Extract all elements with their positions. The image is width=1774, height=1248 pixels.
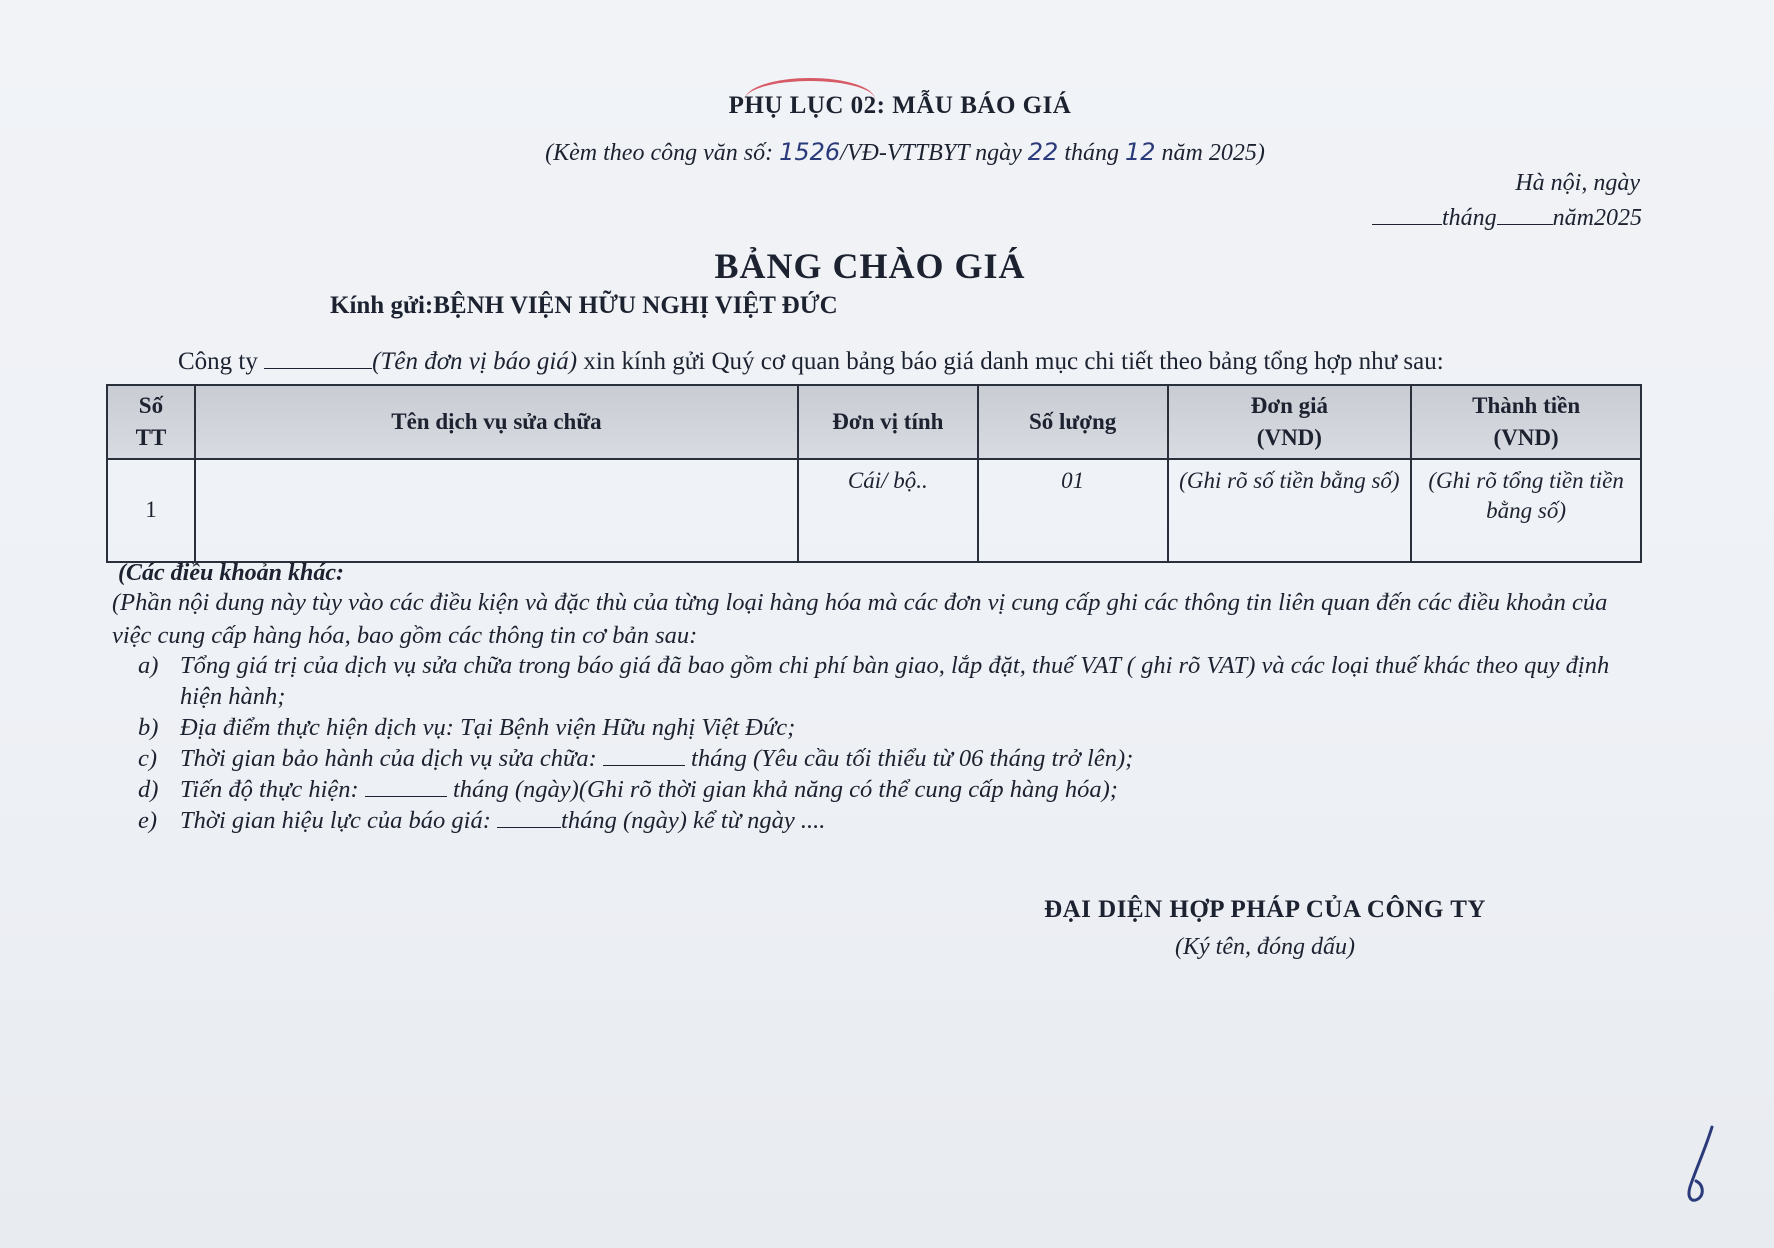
item-text: Địa điểm thực hiện dịch vụ: Tại Bệnh viện Hữu nghị Việt Đức; [180,714,796,741]
appendix-title: PHỤ LỤC 02: MẪU BÁO GIÁ [728,92,1072,119]
handwritten-document-number: 1526 [779,138,841,166]
item-text: Tổng giá trị của dịch vụ sửa chữa trong báo giá đã bao gồm chi phí bàn giao, lắp đặt, thuế VAT ( ghi rõ VAT) và các loại thuế khác theo quy định hiện hành; [180,652,1610,710]
attachment-mid2: tháng [1058,140,1125,166]
list-item [138,805,1648,836]
table-row [107,459,1641,562]
signature-title: ĐẠI DIỆN HỢP PHÁP CỦA CÔNG TY [1044,896,1486,923]
cell-stt: 1 [107,459,195,562]
place-date-line: Hà nội, ngày [1515,170,1640,196]
attachment-reference [0,138,1774,167]
intro-text: xin kính gửi Quý cơ quan bảng báo giá danh mục chi tiết theo bảng tổng hợp như sau: [577,348,1444,375]
header-quantity: Số lượng [978,385,1168,459]
company-label: Công ty [178,348,258,375]
recipient-line: Kính gửi:BỆNH VIỆN HỮU NGHỊ VIỆT ĐỨC [330,292,838,319]
handwritten-check-mark-icon [1682,1125,1716,1205]
terms-heading: (Các điều khoản khác: [118,560,345,586]
item-marker: d) [138,776,159,803]
warranty-blank[interactable] [603,747,685,766]
cell-quantity: 01 [978,459,1168,562]
item-marker: e) [138,807,158,834]
item-marker: c) [138,745,158,772]
quotation-table [106,384,1642,563]
date-nam-label: năm2025 [1552,205,1642,231]
month-blank[interactable] [1497,206,1553,225]
terms-intro: (Phần nội dung này tùy vào các điều kiện và đặc thù của từng loại hàng hóa mà các đơn vị cung cấp ghi các thông tin liên quan đến các điều khoản của việc cung cấp hàng hóa, bao gồm các thông tin cơ bản sau: [112,589,1608,649]
company-placeholder: (Tên đơn vị báo giá) [372,348,578,375]
attachment-prefix: (Kèm theo công văn số: [545,140,780,166]
company-name-blank[interactable] [264,350,372,369]
attachment-suffix: năm 2025) [1155,140,1265,166]
item-text-after: tháng (ngày) kể từ ngày .... [561,807,826,834]
handwritten-month: 12 [1124,138,1156,166]
header-service: Tên dịch vụ sửa chữa [195,385,798,459]
handwritten-day: 22 [1027,138,1059,166]
item-marker: a) [138,652,159,679]
progress-blank[interactable] [365,778,447,797]
item-text: Tiến độ thực hiện: [180,776,365,803]
header-unit: Đơn vị tính [798,385,978,459]
item-marker: b) [138,714,159,741]
intro-paragraph [178,348,1678,376]
cell-unit-price[interactable]: (Ghi rõ số tiền bằng số) [1168,459,1412,562]
item-text: Thời gian hiệu lực của báo giá: [180,807,498,834]
header-total: Thành tiền (VND) [1411,385,1641,459]
cell-unit: Cái/ bộ.. [798,459,978,562]
item-text-after: tháng (ngày)(Ghi rõ thời gian khả năng có thể cung cấp hàng hóa); [446,776,1118,803]
cell-service[interactable] [195,459,798,562]
header-unit-price: Đơn giá (VND) [1168,385,1412,459]
list-item [138,650,1648,712]
signature-note: (Ký tên, đóng dấu) [1175,934,1355,960]
list-item [138,743,1648,774]
table-header-row [107,385,1641,459]
terms-list [138,650,1648,836]
page-title: BẢNG CHÀO GIÁ [714,246,1026,286]
date-blanks-line [1350,205,1642,232]
validity-blank[interactable] [497,809,561,828]
item-text-after: tháng (Yêu cầu tối thiểu từ 06 tháng trở lên); [684,745,1134,772]
header-stt: Số TT [107,385,195,459]
item-text: Thời gian bảo hành của dịch vụ sửa chữa: [180,745,603,772]
list-item [138,712,1648,743]
day-blank[interactable] [1372,206,1442,225]
cell-total[interactable]: (Ghi rõ tổng tiền tiền bằng số) [1411,459,1641,562]
attachment-mid1: /VĐ-VTTBYT ngày [840,140,1028,166]
date-thang-label: tháng [1441,205,1497,231]
list-item [138,774,1648,805]
